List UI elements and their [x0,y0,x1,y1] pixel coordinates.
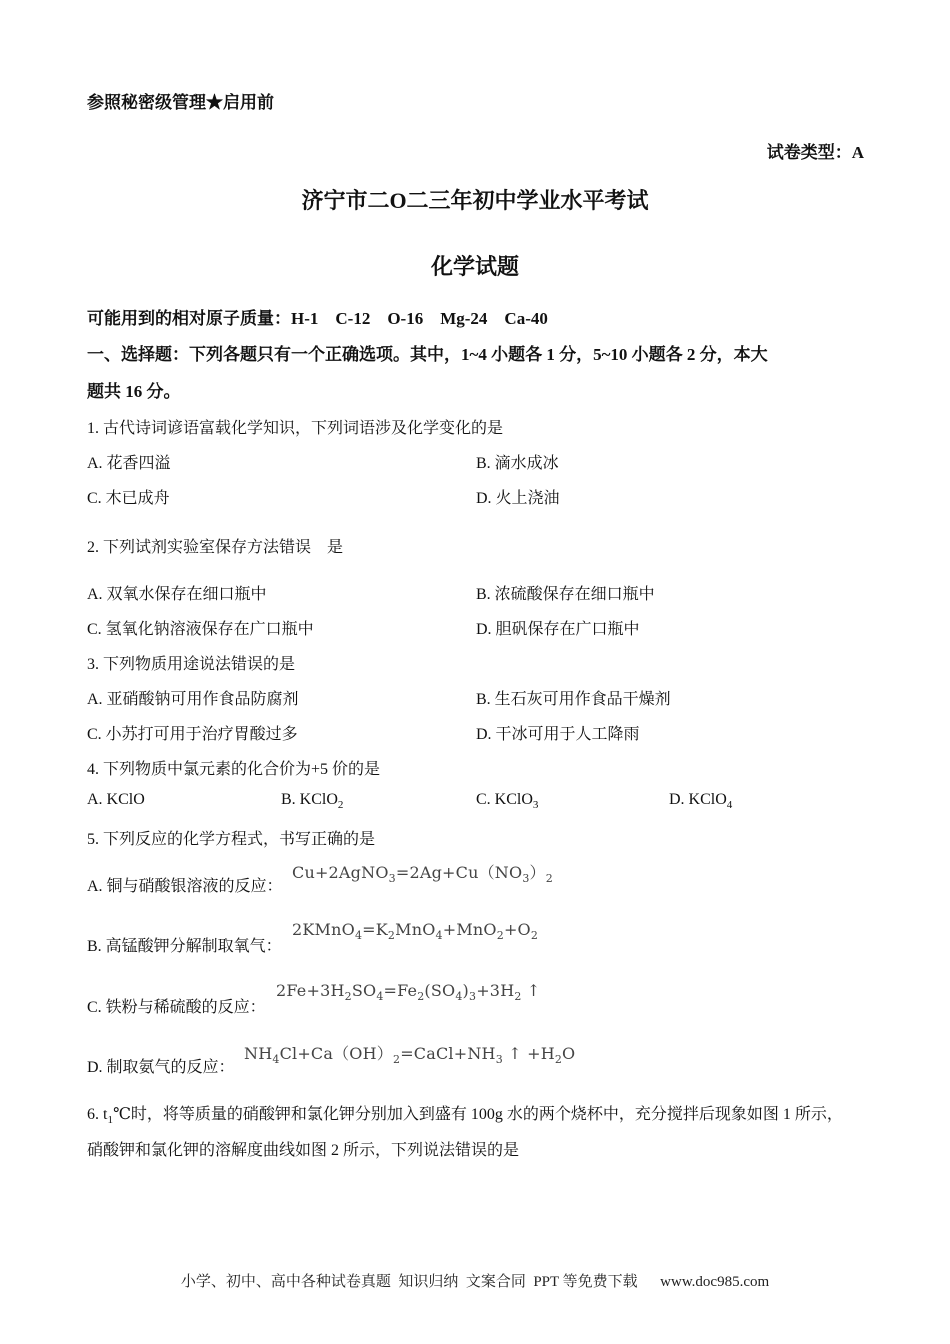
question-2-option-a: A. 双氧水保存在细口瓶中 [87,586,267,603]
equation-term: Cl+Ca（OH） [279,1044,393,1063]
question-5-option-b-label: B. 高锰酸钾分解制取氧气： [87,938,282,955]
equation-term: +O [503,920,531,939]
question-5-option-c-label: C. 铁粉与稀硫酸的反应： [87,999,266,1016]
option-d-formula: D. KClO [669,791,727,808]
subscript: 4 [726,799,733,812]
question-2-option-d: D. 胆矾保存在广口瓶中 [476,621,640,638]
section-1-instruction-cont: 题共 16 分。 [87,382,181,401]
equation-subscript: 4 [376,990,384,1004]
equation-subscript: 4 [354,929,363,943]
subscript: 3 [532,799,539,812]
question-2-stem: 2. 下列试剂实验室保存方法错误 是 [87,539,344,556]
equation-term: ↑ [521,981,541,1000]
atomic-mass-line: 可能用到的相对原子质量：H-1 C-12 O-16 Mg-24 Ca-40 [87,309,548,328]
question-6-stem-line1 [87,1101,843,1126]
question-3-stem: 3. 下列物质用途说法错误的是 [87,656,296,673]
equation-term: ↑ +H [502,1044,555,1063]
question-5-stem: 5. 下列反应的化学方程式，书写正确的是 [87,831,376,848]
question-4-option-a [87,791,145,809]
exam-subtitle: 化学试题 [430,254,519,279]
equation-subscript: 2 [387,929,396,943]
option-c-formula: C. KClO [476,791,533,808]
subscript: 1 [107,1114,113,1127]
question-1-option-a: A. 花香四溢 [87,455,171,472]
equation-term: 2KMnO [292,920,355,939]
stem-text: ℃时，将等质量的硝酸钾和氯化钾分别加入到盛有 100g 水的两个烧杯中，充分搅拌后现象如图 1 所示， [112,1106,843,1123]
equation-subscript: 2 [514,990,522,1004]
equation-subscript: 4 [455,990,463,1004]
question-4-option-c [476,791,538,811]
question-1-option-d: D. 火上浇油 [476,490,560,507]
equation-term: MnO [395,920,436,939]
option-a-formula: A. KClO [87,791,145,808]
question-6-stem-line2: 硝酸钾和氯化钾的溶解度曲线如图 2 所示，下列说法错误的是 [87,1142,520,1159]
equation-subscript: 2 [545,872,553,886]
equation-term: Cu+2AgNO [292,863,389,882]
question-2-option-c: C. 氢氧化钠溶液保存在广口瓶中 [87,621,314,638]
section-1-instruction: 一、选择题：下列各题只有一个正确选项。其中，1~4 小题各 1 分，5~10 小题各 2 分，本大 [87,345,768,364]
page-footer: 小学、初中、高中各种试卷真题 知识归纳 文案合同 PPT 等免费下载 www.doc985.com [180,1274,770,1290]
question-3-option-d: D. 干冰可用于人工降雨 [476,726,640,743]
equation-subscript: 3 [469,990,477,1004]
question-2-option-b: B. 浓硫酸保存在细口瓶中 [476,586,655,603]
question-1-option-b: B. 滴水成冰 [476,455,559,472]
equation-term: ) [462,981,469,1000]
question-4-option-d [669,791,732,811]
equation-subscript: 2 [554,1053,563,1067]
equation-subscript: 4 [435,929,443,943]
stem-prefix: 6. t [87,1106,108,1123]
equation-subscript: 2 [496,929,504,943]
equation-subscript: 4 [272,1053,280,1067]
equation-c [276,981,540,1003]
equation-term: NH [244,1044,273,1063]
question-3-option-a: A. 亚硝酸钠可用作食品防腐剂 [87,691,299,708]
equation-term: +MnO [442,920,497,939]
subscript: 2 [337,799,344,812]
equation-subscript: 2 [344,990,352,1004]
exam-title: 济宁市二O二三年初中学业水平考试 [301,188,649,213]
question-4-option-b [281,791,343,811]
equation-term: (SO [424,981,456,1000]
question-1-option-c: C. 木已成舟 [87,490,170,507]
equation-subscript: 3 [522,872,530,886]
equation-d [244,1041,575,1066]
equation-b [292,920,538,942]
equation-term: =2Ag+Cu（NO [395,863,523,882]
equation-term: =K [362,920,388,939]
question-5-option-d-label: D. 制取氨气的反应： [87,1059,235,1076]
question-3-option-c: C. 小苏打可用于治疗胃酸过多 [87,726,298,743]
question-4-stem: 4. 下列物质中氯元素的化合价为+5 价的是 [87,761,381,778]
equation-term: SO [351,981,377,1000]
equation-a [292,860,553,885]
equation-subscript: 2 [417,990,425,1004]
option-b-formula: B. KClO [281,791,338,808]
equation-subscript: 2 [392,1053,401,1067]
question-5-option-a-label: A. 铜与硝酸银溶液的反应： [87,878,283,895]
equation-subscript: 2 [530,929,539,943]
equation-term: +3H [476,981,515,1000]
secret-level-label: 参照秘密级管理★启用前 [87,93,274,112]
equation-subscript: 3 [388,872,396,886]
equation-term: O [562,1044,576,1063]
equation-subscript: 3 [495,1053,503,1067]
equation-term: =CaCl+NH [400,1044,496,1063]
equation-term: ） [529,863,546,882]
paper-type-label: 试卷类型：A [766,143,864,162]
equation-term: 2Fe+3H [276,981,345,1000]
question-3-option-b: B. 生石灰可用作食品干燥剂 [476,691,671,708]
question-1-stem: 1. 古代诗词谚语富载化学知识，下列词语涉及化学变化的是 [87,420,504,437]
equation-term: =Fe [383,981,418,1000]
